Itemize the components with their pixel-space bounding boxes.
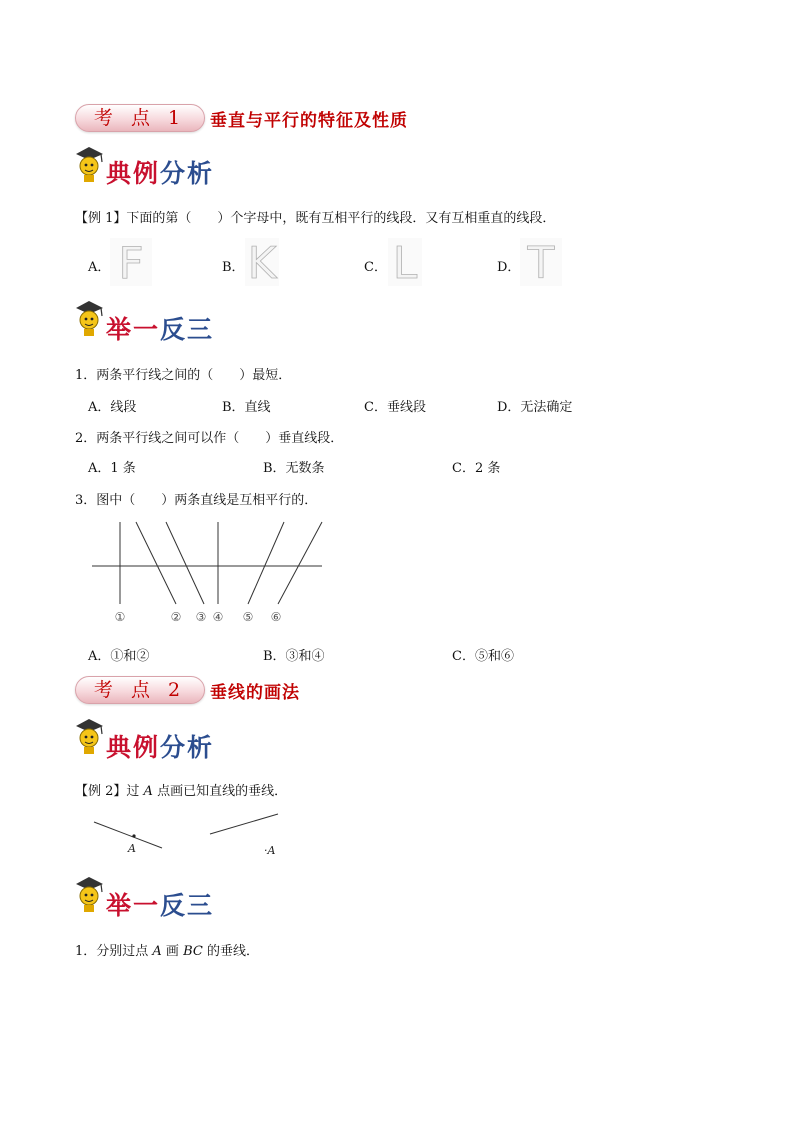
banner-dianli-fenxi-2	[106, 728, 214, 764]
ex1-option-a: A．	[88, 260, 111, 275]
letter-t-figure	[520, 238, 562, 286]
kaodian-2-label: 考 点 2	[93, 679, 187, 701]
parallel-lines-figure	[90, 518, 326, 630]
ex1-option-b: B．	[222, 260, 245, 275]
q4-var-a: A	[152, 944, 162, 959]
question-4-text	[75, 940, 259, 959]
kaodian-1-title: 垂直与平行的特征及性质	[210, 111, 408, 131]
q1-option-d: D．无法确定	[497, 400, 573, 415]
letter-f-figure	[110, 238, 152, 286]
ex2-suffix: 点画已知直线的垂线．	[152, 784, 288, 799]
kaodian-1-badge	[75, 104, 205, 132]
mascot-icon	[72, 716, 106, 756]
q2-option-b: B．无数条	[263, 461, 325, 476]
fig-label-1: ①	[114, 610, 126, 624]
banner-part-red: 典例	[106, 733, 161, 762]
q1-option-a: A．线段	[88, 400, 137, 415]
kaodian-1-label: 考 点 1	[93, 107, 187, 129]
q1-option-b: B．直线	[222, 400, 271, 415]
q3-option-b: B．③和④	[263, 649, 325, 664]
mascot-icon	[72, 298, 106, 338]
fig-label-4: ④	[212, 610, 224, 624]
ex1-option-c: C．	[364, 260, 387, 275]
given-line-right	[210, 814, 278, 834]
fig-label-5: ⑤	[242, 610, 254, 624]
label-a-left: A	[128, 842, 136, 855]
letter-t-glyph: T	[527, 238, 555, 286]
q4-prefix: 1．分别过点	[75, 944, 153, 959]
q4-var-bc: BC	[183, 944, 203, 959]
q2-option-a: A．1 条	[88, 461, 136, 476]
banner-part-red: 举一	[106, 891, 161, 920]
ex2-var-a: A	[143, 784, 153, 799]
perpendicular-example-figure	[88, 810, 288, 860]
example-2-text	[75, 780, 287, 799]
label-a-right: ·A	[264, 844, 276, 857]
banner-dianli-fenxi-1	[106, 154, 214, 190]
ex1-option-d: D．	[497, 260, 521, 275]
point-a-left	[132, 834, 135, 837]
banner-part-blue: 反三	[160, 315, 215, 344]
ex2-prefix: 【例 2】过	[75, 784, 144, 799]
banner-juyi-fansan-1	[106, 310, 214, 346]
banner-part-blue: 分析	[160, 159, 215, 188]
line-2	[136, 522, 176, 604]
kaodian-2-title: 垂线的画法	[210, 683, 300, 703]
example-1-text: 【例 1】下面的第（ ）个字母中，既有互相平行的线段．又有互相重直的线段．	[75, 211, 556, 226]
banner-part-red: 举一	[106, 315, 161, 344]
q3-option-c: C．⑤和⑥	[452, 649, 514, 664]
q3-option-a: A．①和②	[88, 649, 150, 664]
fig-label-2: ②	[170, 610, 182, 624]
question-2-text: 2．两条平行线之间可以作（ ）垂直线段．	[75, 431, 344, 446]
kaodian-2-badge	[75, 676, 205, 704]
question-3-text: 3．图中（ ）两条直线是互相平行的．	[75, 493, 318, 508]
q4-suffix: 的垂线．	[202, 944, 259, 959]
banner-juyi-fansan-2	[106, 886, 214, 922]
letter-k-figure	[245, 238, 279, 286]
line-5	[248, 522, 284, 604]
letter-l-glyph: L	[392, 238, 418, 286]
line-6	[278, 522, 322, 604]
fig-label-3: ③	[195, 610, 207, 624]
question-1-text: 1．两条平行线之间的（ ）最短．	[75, 368, 292, 383]
mascot-icon	[72, 874, 106, 914]
fig-label-6: ⑥	[270, 610, 282, 624]
banner-part-red: 典例	[106, 159, 161, 188]
letter-f-glyph: F	[118, 238, 144, 286]
q4-mid: 画	[161, 944, 184, 959]
mascot-icon	[72, 144, 106, 184]
q2-option-c: C．2 条	[452, 461, 501, 476]
banner-part-blue: 分析	[160, 733, 215, 762]
q1-option-c: C．垂线段	[364, 400, 426, 415]
letter-k-glyph: K	[247, 238, 277, 286]
line-3	[166, 522, 204, 604]
banner-part-blue: 反三	[160, 891, 215, 920]
letter-l-figure	[388, 238, 422, 286]
